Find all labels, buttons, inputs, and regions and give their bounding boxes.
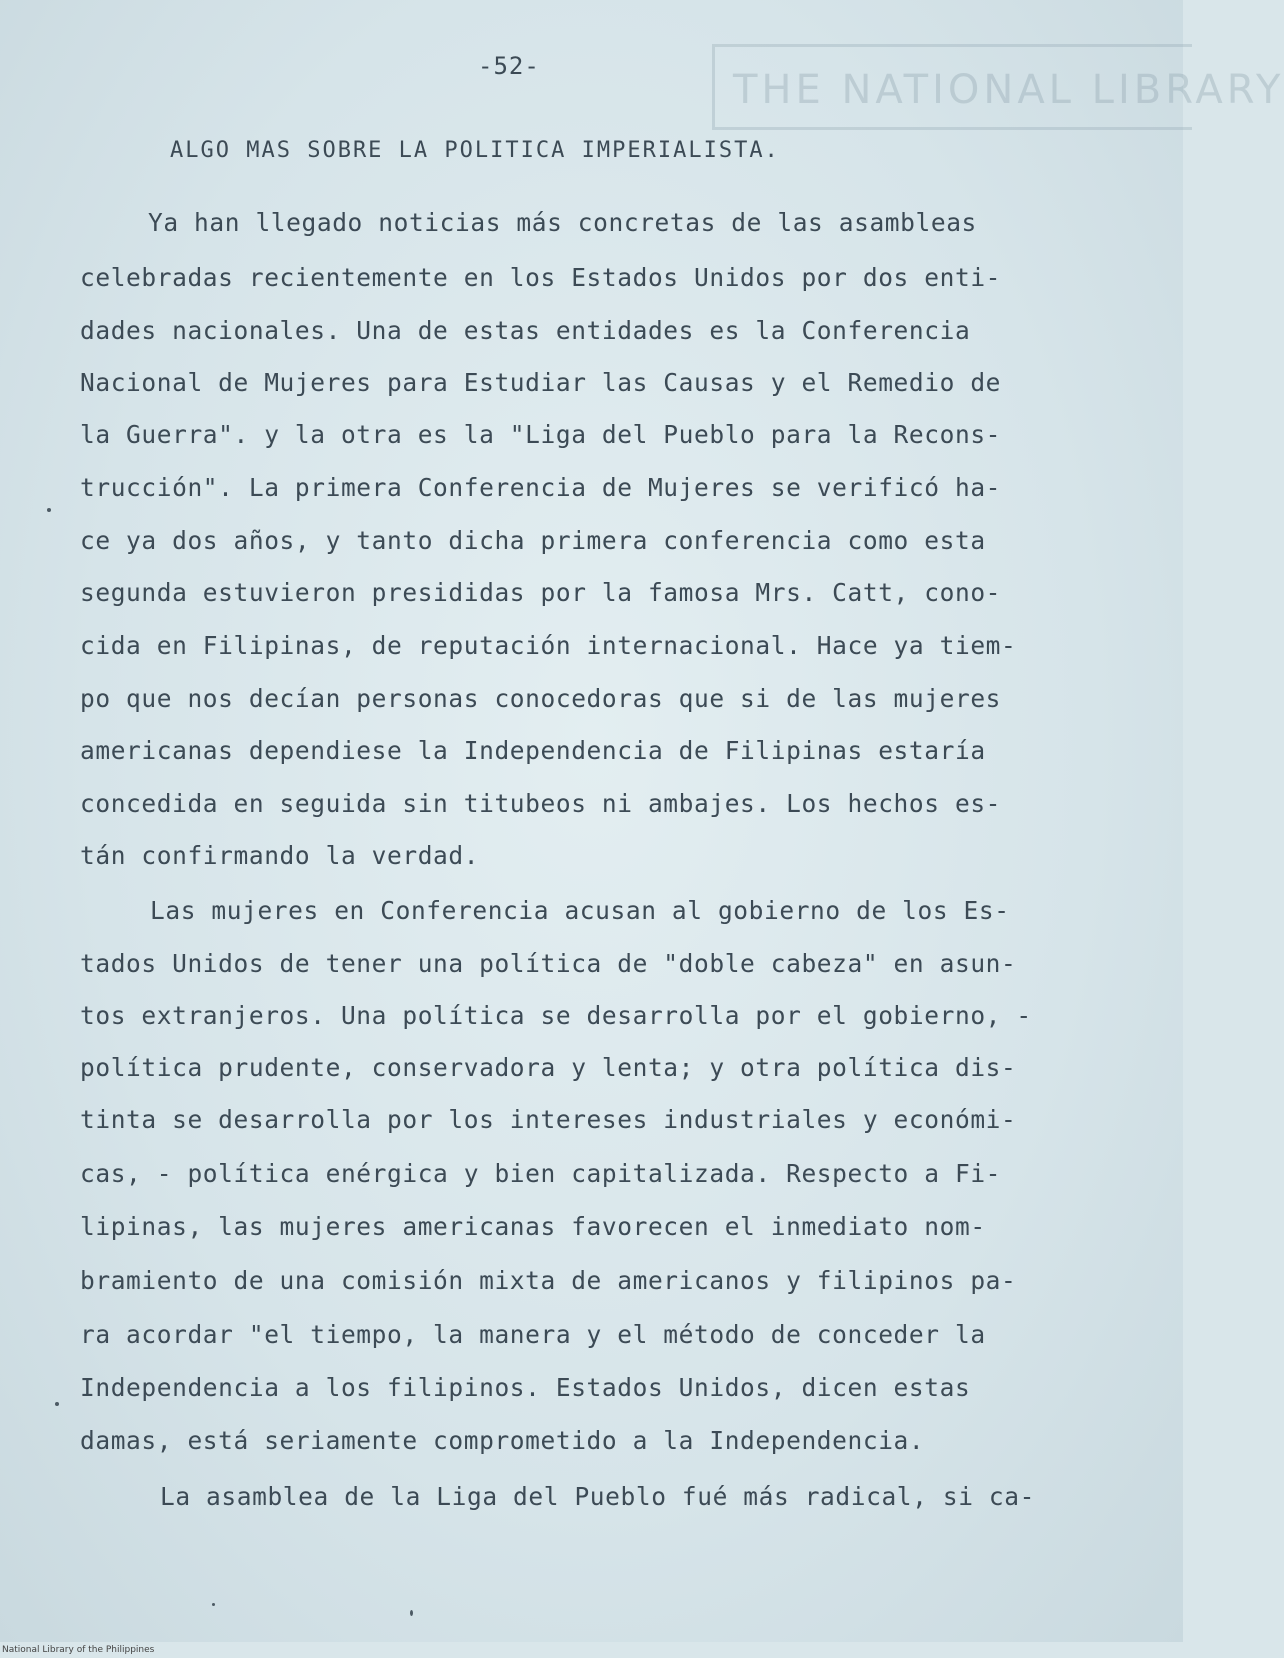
text-line: tados Unidos de tener una política de "doble cabeza" en asun- (80, 949, 1017, 978)
ink-speck (47, 508, 51, 512)
footer-credit: National Library of the Philippines (2, 1645, 155, 1655)
ink-speck (212, 1603, 215, 1606)
text-line: trucción". La primera Conferencia de Mujeres se verificó ha- (80, 473, 1002, 502)
ink-speck (55, 1402, 59, 1406)
text-line: Ya han llegado noticias más concretas de las asambleas (148, 208, 977, 237)
text-line: celebradas recientemente en los Estados Unidos por dos enti- (80, 263, 1002, 292)
text-line: ce ya dos años, y tanto dicha primera conferencia como esta (80, 526, 986, 555)
text-line: americanas dependiese la Independencia de Filipinas estaría (80, 736, 986, 765)
text-line: concedida en seguida sin titubeos ni ambajes. Los hechos es- (80, 789, 1002, 818)
page-title: ALGO MAS SOBRE LA POLITICA IMPERIALISTA. (170, 138, 780, 163)
text-line: lipinas, las mujeres americanas favorecen el inmediato nom- (80, 1212, 986, 1241)
text-line: bramiento de una comisión mixta de americanos y filipinos pa- (80, 1266, 1017, 1295)
text-line: dades nacionales. Una de estas entidades es la Conferencia (80, 316, 971, 345)
library-stamp: THE NATIONAL LIBRARY (712, 44, 1192, 130)
page-number: -52- (478, 52, 540, 80)
text-line: damas, está seriamente comprometido a la Independencia. (80, 1426, 925, 1455)
text-line: la Guerra". y la otra es la "Liga del Pueblo para la Recons- (80, 420, 1002, 449)
ink-speck (410, 1610, 413, 1616)
text-line: Las mujeres en Conferencia acusan al gobierno de los Es- (150, 896, 1010, 925)
text-line: tinta se desarrolla por los intereses industriales y económi- (80, 1105, 1017, 1134)
text-line: po que nos decían personas conocedoras que si de las mujeres (80, 684, 1002, 713)
text-line: tán confirmando la verdad. (80, 841, 480, 870)
text-line: Nacional de Mujeres para Estudiar las Causas y el Remedio de (80, 368, 1002, 397)
text-line: Independencia a los filipinos. Estados Unidos, dicen estas (80, 1373, 971, 1402)
text-line: cas, - política enérgica y bien capitalizada. Respecto a Fi- (80, 1159, 1002, 1188)
text-line: política prudente, conservadora y lenta; y otra política dis- (80, 1053, 1017, 1082)
text-line: La asamblea de la Liga del Pueblo fué más radical, si ca- (160, 1482, 1035, 1511)
text-line: segunda estuvieron presididas por la famosa Mrs. Catt, cono- (80, 578, 1002, 607)
text-line: tos extranjeros. Una política se desarrolla por el gobierno, - (80, 1001, 1032, 1030)
text-line: ra acordar "el tiempo, la manera y el método de conceder la (80, 1320, 986, 1349)
text-line: cida en Filipinas, de reputación internacional. Hace ya tiem- (80, 631, 1017, 660)
